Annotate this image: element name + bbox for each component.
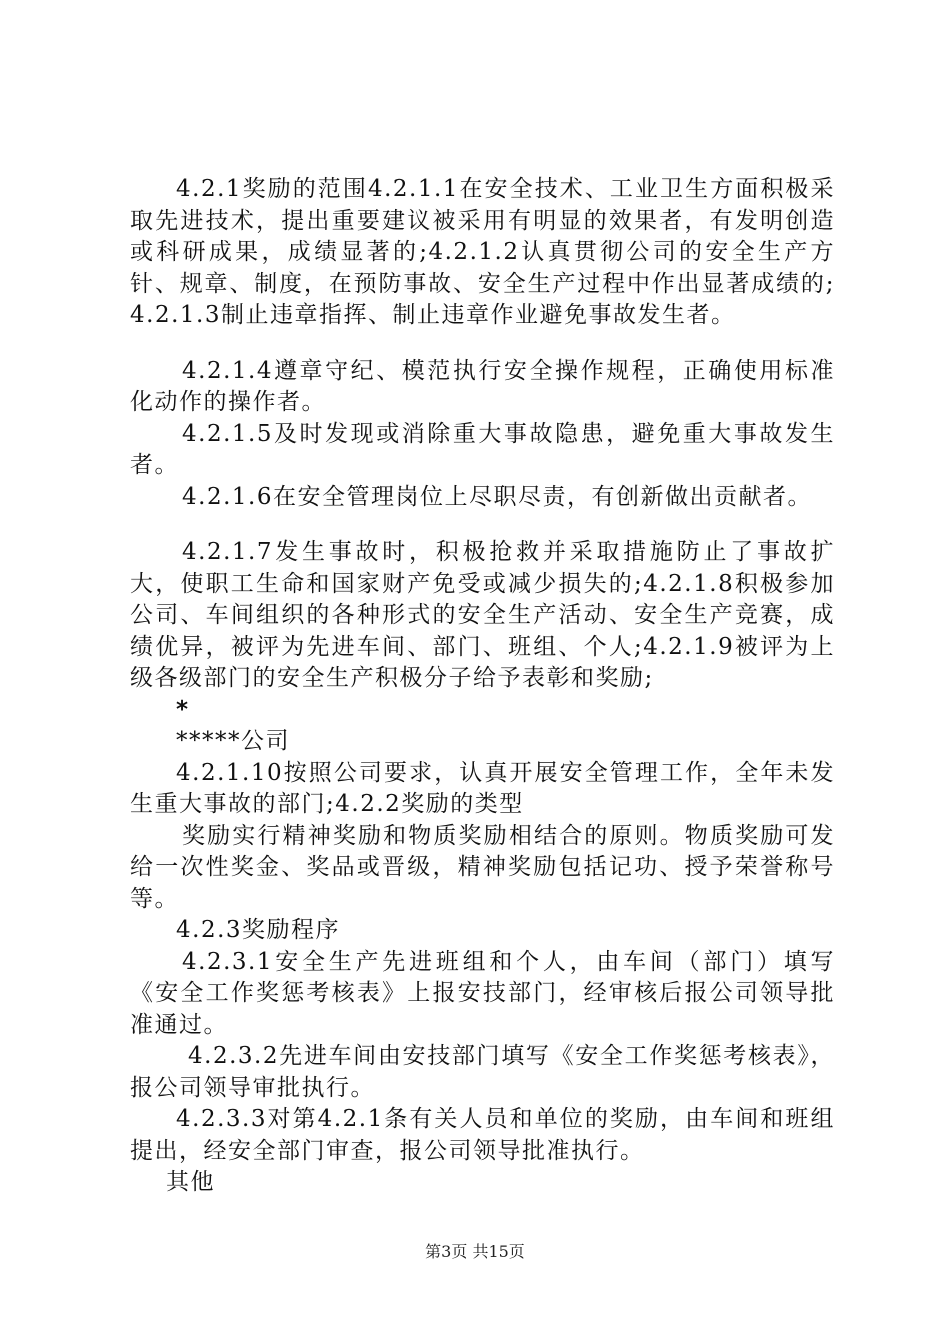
- paragraph-4-2-1-4: 4.2.1.4遵章守纪、模范执行安全操作规程，正确使用标准化动作的操作者。: [130, 357, 835, 415]
- paragraph-4-2-1-6: 4.2.1.6在安全管理岗位上尽职尽责，有创新做出贡献者。: [182, 483, 812, 510]
- company-line: *****公司: [176, 728, 290, 754]
- paragraph-reward-types: 奖励实行精神奖励和物质奖励相结合的原则。物质奖励可发给一次性奖金、奖品或晋级，精神奖励包括记功、授予荣誉称号等。: [130, 822, 835, 912]
- paragraph-4-2-3-1: 4.2.3.1安全生产先进班组和个人，由车间（部门）填写《安全工作奖惩考核表》上报安技部门，经审核后报公司领导批准通过。: [130, 948, 835, 1038]
- heading-other: 其他: [166, 1169, 215, 1195]
- paragraph-4-2-3-2: 4.2.3.2先进车间由安技部门填写《安全工作奖惩考核表》，报公司领导审批执行。: [130, 1043, 835, 1101]
- paragraph-4-2-1-7: 4.2.1.7发生事故时，积极抢救并采取措施防止了事故扩大，使职工生命和国家财产免受或减少损失的;4.2.1.8积极参加公司、车间组织的各种形式的安全生产活动、安全生产竞赛，成绩优异，被评为先进车间、部门、班组、个人;4.2.1.9被评为上级各级部门的安全生产积极分子给予表彰和奖励;: [130, 539, 835, 691]
- heading-reward-procedure: 4.2.3奖励程序: [176, 917, 341, 943]
- asterisk-line: *: [176, 696, 190, 723]
- document-body: [130, 174, 835, 1199]
- page-number-footer: 第3页 共15页: [425, 1242, 525, 1261]
- paragraph-4-2-1-10: 4.2.1.10按照公司要求，认真开展安全管理工作，全年未发生重大事故的部门;4.2.2奖励的类型: [130, 759, 835, 817]
- paragraph-4-2-3-3: 4.2.3.3对第4.2.1条有关人员和单位的奖励，由车间和班组提出，经安全部门审查，报公司领导批准执行。: [130, 1106, 835, 1164]
- paragraph-reward-scope: 4.2.1奖励的范围4.2.1.1在安全技术、工业卫生方面积极采取先进技术，提出重要建议被采用有明显的效果者，有发明创造或科研成果，成绩显著的;4.2.1.2认真贯彻公司的安全生产方针、规章、制度，在预防事故、安全生产过程中作出显著成绩的;4.2.1.3制止违章指挥、制止违章作业避免事故发生者。: [130, 176, 835, 328]
- paragraph-4-2-1-5: 4.2.1.5及时发现或消除重大事故隐患，避免重大事故发生者。: [130, 420, 835, 478]
